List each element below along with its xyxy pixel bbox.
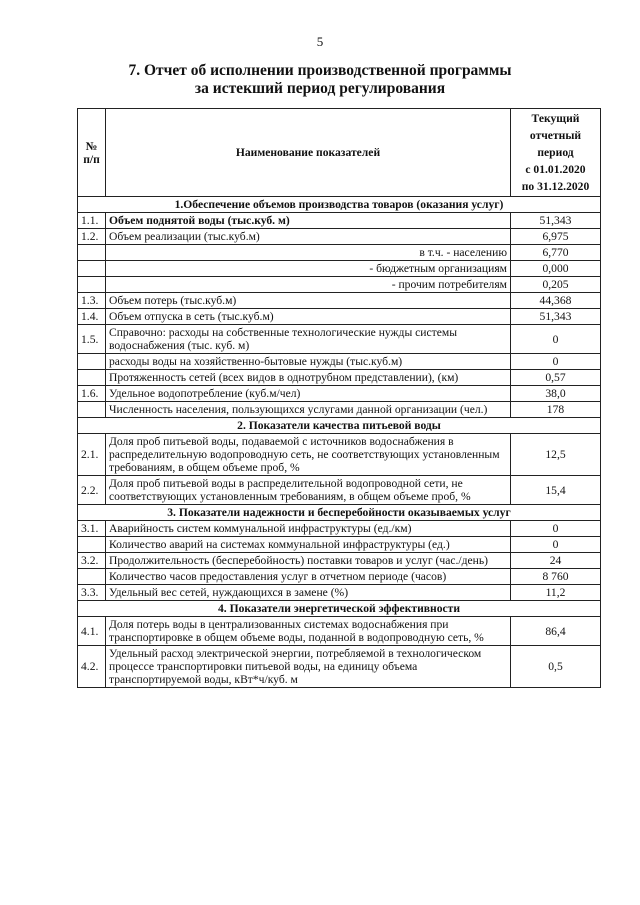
table-row xyxy=(78,309,601,325)
row-indicator-name: Протяженность сетей (всех видов в однотрубном представлении), (км) xyxy=(106,370,511,386)
section-header-row xyxy=(78,601,601,617)
header-period xyxy=(511,109,601,197)
row-value: 15,4 xyxy=(511,476,601,505)
row-indicator-name: Количество часов предоставления услуг в отчетном периоде (часов) xyxy=(106,569,511,585)
row-number xyxy=(78,277,106,293)
row-indicator-name: - прочим потребителям xyxy=(106,277,511,293)
table-row xyxy=(78,213,601,229)
header-period-line: с 01.01.2020 xyxy=(525,163,586,176)
row-value: 6,975 xyxy=(511,229,601,245)
table-row xyxy=(78,521,601,537)
row-number: 3.2. xyxy=(78,553,106,569)
section-header-row xyxy=(78,418,601,434)
section-title: 1.Обеспечение объемов производства товаров (оказания услуг) xyxy=(78,197,601,213)
report-title-line-1: 7. Отчет об исполнении производственной программы xyxy=(128,62,512,79)
row-indicator-name: Численность населения, пользующихся услугами данной организации (чел.) xyxy=(106,402,511,418)
row-indicator-name: Доля проб питьевой воды, подаваемой с источников водоснабжения в распределительную водопроводную сеть, не соответствующих установленным требованиям, в общем объеме проб, % xyxy=(106,434,511,476)
table-row xyxy=(78,585,601,601)
header-row xyxy=(78,109,601,197)
row-indicator-name: в т.ч. - населению xyxy=(106,245,511,261)
row-number xyxy=(78,245,106,261)
header-period-line: период xyxy=(537,146,574,159)
row-indicator-name: Удельное водопотребление (куб.м/чел) xyxy=(106,386,511,402)
header-period-line: Текущий xyxy=(531,112,580,125)
row-indicator-name: Справочно: расходы на собственные технологические нужды системы водоснабжения (тыс. куб. м) xyxy=(106,325,511,354)
row-indicator-name: Доля проб питьевой воды в распределительной водопроводной сети, не соответствующих установленным требованиям, в общем объеме проб, % xyxy=(106,476,511,505)
table-row xyxy=(78,646,601,688)
section-title: 2. Показатели качества питьевой воды xyxy=(78,418,601,434)
row-number xyxy=(78,569,106,585)
table-row xyxy=(78,261,601,277)
row-indicator-name: Объем потерь (тыс.куб.м) xyxy=(106,293,511,309)
row-value: 12,5 xyxy=(511,434,601,476)
row-value: 0,205 xyxy=(511,277,601,293)
row-value: 0,5 xyxy=(511,646,601,688)
row-value: 24 xyxy=(511,553,601,569)
table-row xyxy=(78,434,601,476)
row-number xyxy=(78,370,106,386)
row-number: 3.1. xyxy=(78,521,106,537)
header-period-line: отчетный xyxy=(529,129,582,142)
table-row xyxy=(78,277,601,293)
header-period-line: по 31.12.2020 xyxy=(521,180,590,193)
row-number: 1.4. xyxy=(78,309,106,325)
row-value: 11,2 xyxy=(511,585,601,601)
row-value: 0 xyxy=(511,354,601,370)
row-value: 38,0 xyxy=(511,386,601,402)
row-number: 4.1. xyxy=(78,617,106,646)
table-row xyxy=(78,476,601,505)
row-number: 2.1. xyxy=(78,434,106,476)
row-indicator-name: Объем реализации (тыс.куб.м) xyxy=(106,229,511,245)
row-number: 2.2. xyxy=(78,476,106,505)
row-indicator-name: Аварийность систем коммунальной инфраструктуры (ед./км) xyxy=(106,521,511,537)
section-title: 3. Показатели надежности и бесперебойности оказываемых услуг xyxy=(78,505,601,521)
table-row xyxy=(78,553,601,569)
table-row xyxy=(78,245,601,261)
table-row xyxy=(78,537,601,553)
row-number: 1.6. xyxy=(78,386,106,402)
row-number xyxy=(78,261,106,277)
row-number: 1.5. xyxy=(78,325,106,354)
section-title: 4. Показатели энергетической эффективности xyxy=(78,601,601,617)
row-indicator-name: Объем отпуска в сеть (тыс.куб.м) xyxy=(106,309,511,325)
table-row xyxy=(78,569,601,585)
row-indicator-name: - бюджетным организациям xyxy=(106,261,511,277)
row-value: 0 xyxy=(511,521,601,537)
row-number xyxy=(78,537,106,553)
row-value: 8 760 xyxy=(511,569,601,585)
row-number: 4.2. xyxy=(78,646,106,688)
row-value: 51,343 xyxy=(511,309,601,325)
row-indicator-name: Доля потерь воды в централизованных системах водоснабжения при транспортировке в общем объеме воды, поданной в водопроводную сеть, % xyxy=(106,617,511,646)
row-value: 86,4 xyxy=(511,617,601,646)
report-table xyxy=(77,108,601,688)
row-value: 51,343 xyxy=(511,213,601,229)
row-indicator-name: Продолжительность (бесперебойность) поставки товаров и услуг (час./день) xyxy=(106,553,511,569)
row-value: 0,57 xyxy=(511,370,601,386)
row-indicator-name: Удельный расход электрической энергии, потребляемой в технологическом процессе транспортировки питьевой воды, на единицу объема транспортируемой воды, кВт*ч/куб. м xyxy=(106,646,511,688)
header-name: Наименование показателей xyxy=(106,109,511,197)
row-value: 0 xyxy=(511,325,601,354)
table-row xyxy=(78,293,601,309)
row-value: 0,000 xyxy=(511,261,601,277)
row-value: 44,368 xyxy=(511,293,601,309)
row-number xyxy=(78,354,106,370)
report-title xyxy=(0,62,640,98)
section-header-row xyxy=(78,197,601,213)
row-number: 1.2. xyxy=(78,229,106,245)
report-title-line-2: за истекший период регулирования xyxy=(194,80,446,97)
table-row xyxy=(78,386,601,402)
row-indicator-name: Объем поднятой воды (тыс.куб. м) xyxy=(106,213,511,229)
row-number: 1.1. xyxy=(78,213,106,229)
table-row xyxy=(78,370,601,386)
row-value: 178 xyxy=(511,402,601,418)
table-row xyxy=(78,229,601,245)
row-indicator-name: расходы воды на хозяйственно-бытовые нужды (тыс.куб.м) xyxy=(106,354,511,370)
table-row xyxy=(78,354,601,370)
table-row xyxy=(78,617,601,646)
table-row xyxy=(78,325,601,354)
section-header-row xyxy=(78,505,601,521)
report-body xyxy=(78,197,601,688)
table-row xyxy=(78,402,601,418)
row-value: 0 xyxy=(511,537,601,553)
row-number: 1.3. xyxy=(78,293,106,309)
row-number xyxy=(78,402,106,418)
row-indicator-name: Удельный вес сетей, нуждающихся в замене (%) xyxy=(106,585,511,601)
header-num: № п/п xyxy=(78,109,106,197)
row-number: 3.3. xyxy=(78,585,106,601)
page-number: 5 xyxy=(316,34,324,49)
row-indicator-name: Количество аварий на системах коммунальной инфраструктуры (ед.) xyxy=(106,537,511,553)
row-value: 6,770 xyxy=(511,245,601,261)
